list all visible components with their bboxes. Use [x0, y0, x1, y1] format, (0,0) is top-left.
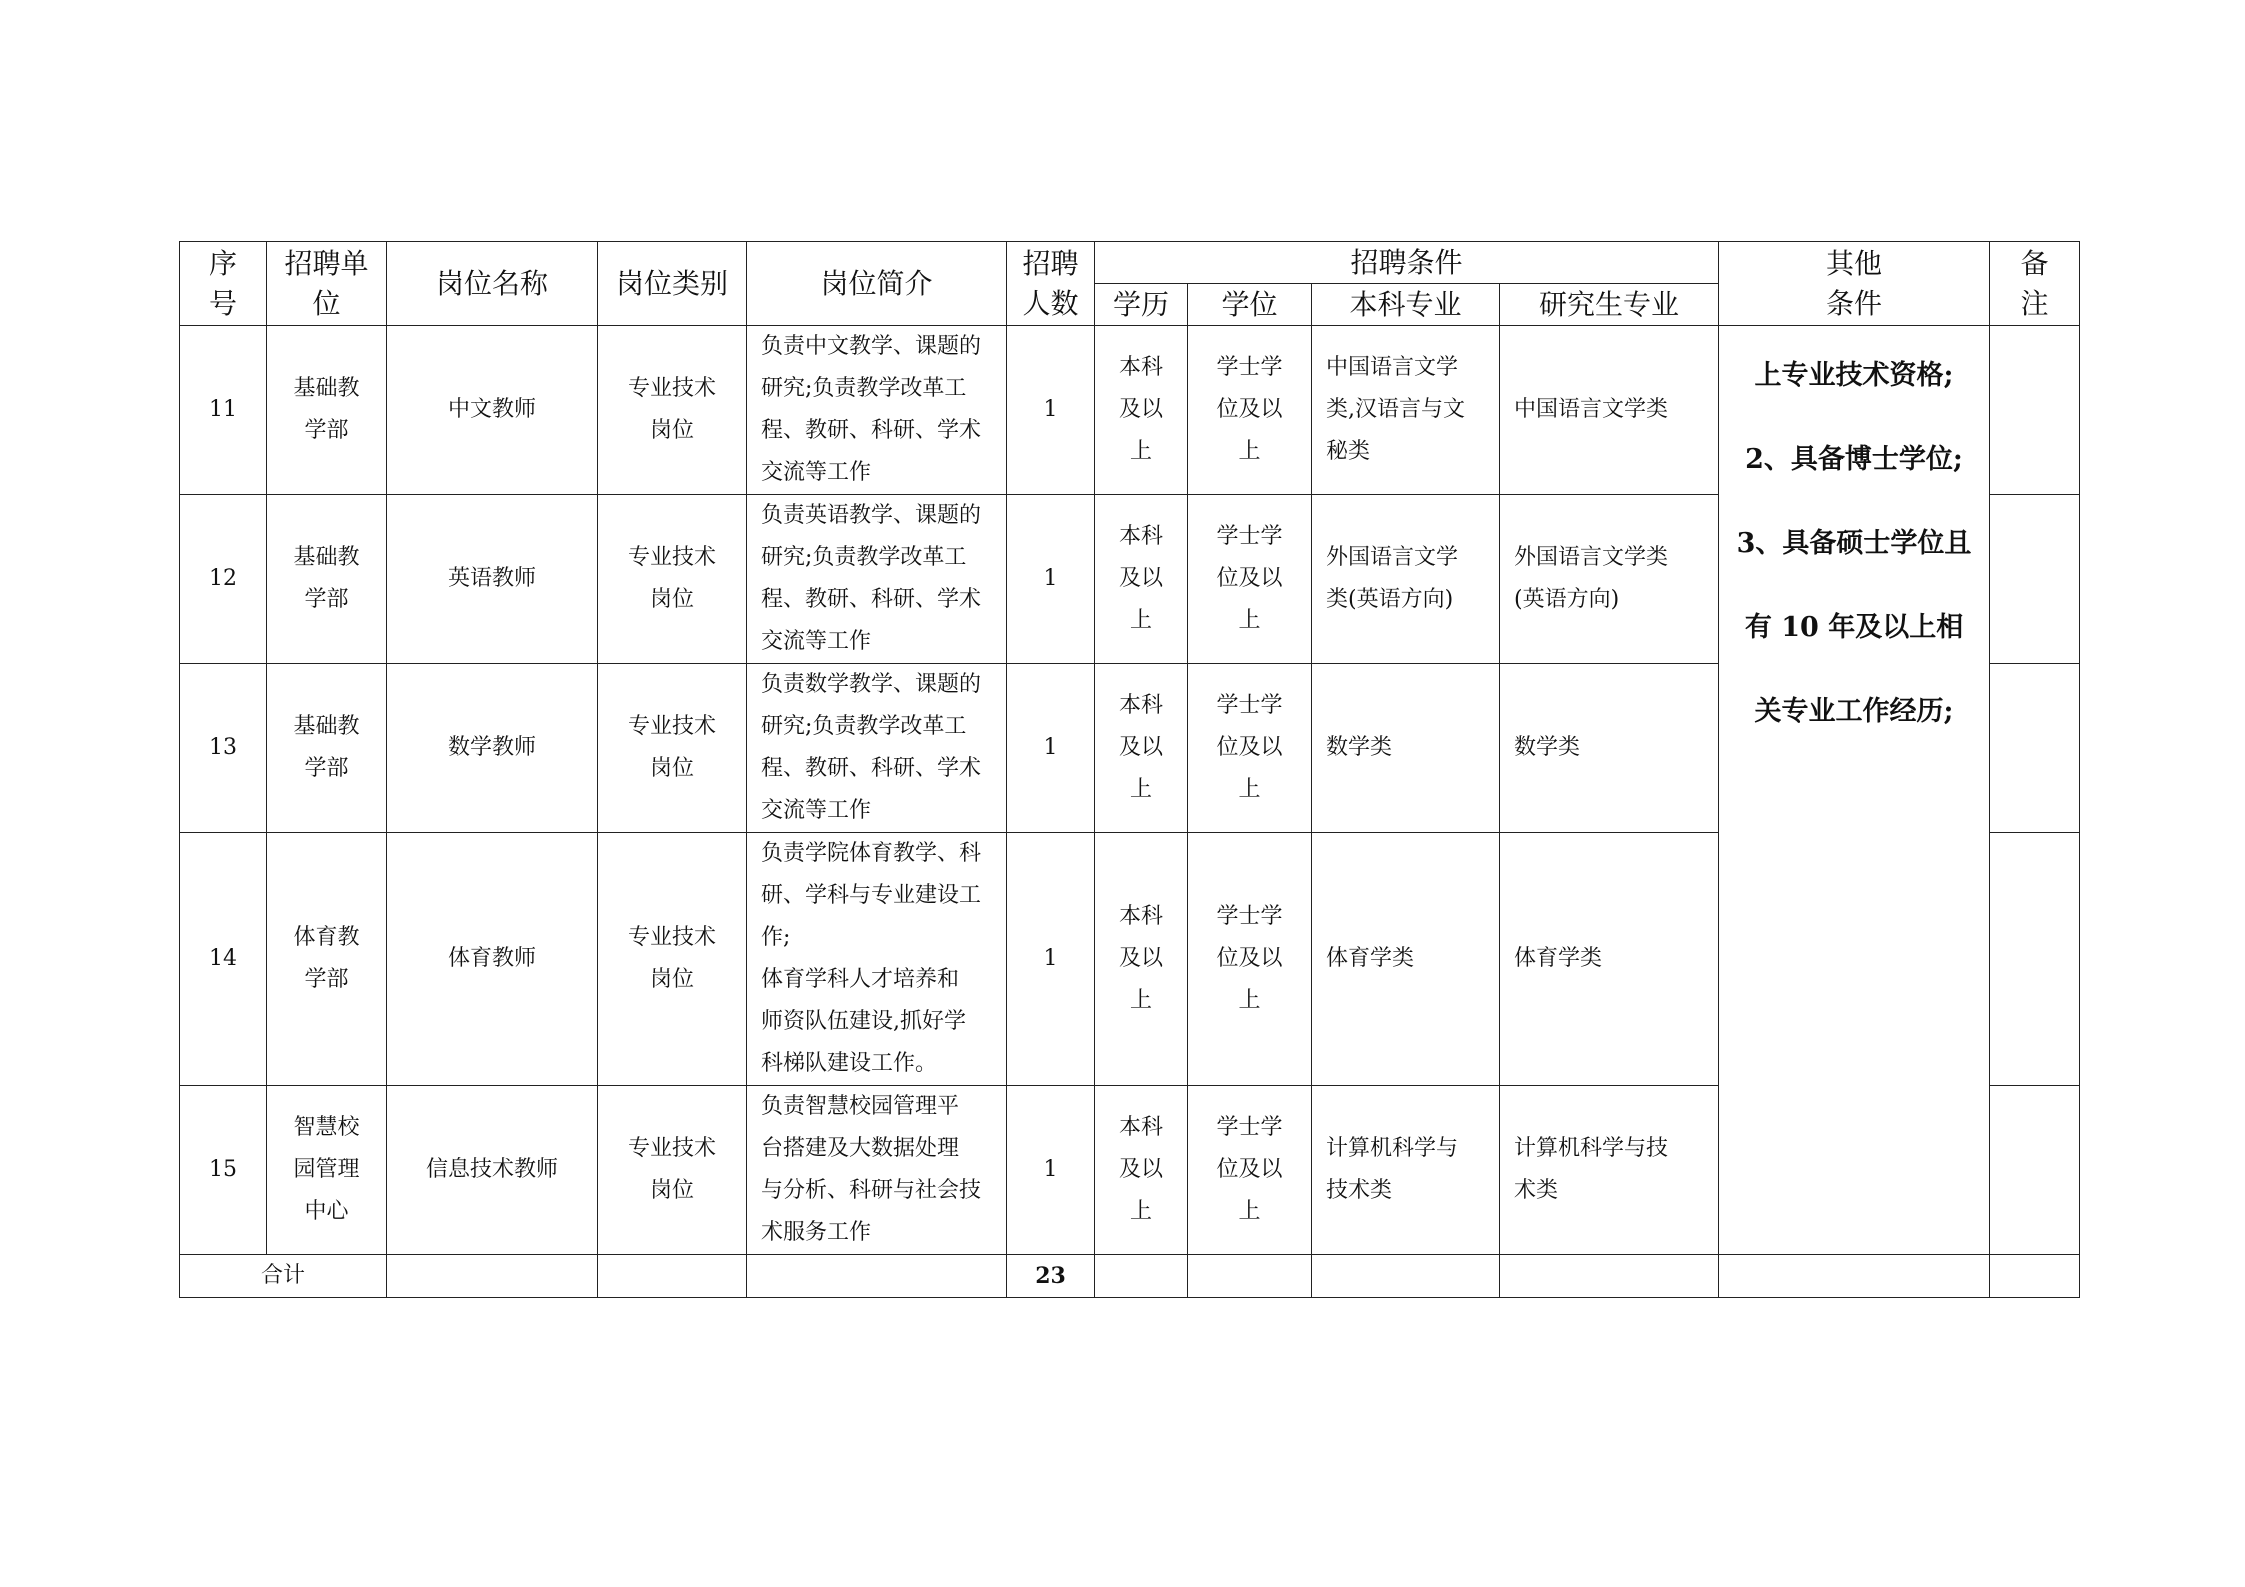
header-grad-major: 研究生专业	[1500, 284, 1719, 326]
cell-intro: 负责数学教学、课题的 研究;负责教学改革工 程、教研、科研、学术 交流等工作	[747, 664, 1007, 833]
cell-undergrad-major: 计算机科学与 技术类	[1312, 1086, 1500, 1255]
total-empty-cell	[1990, 1255, 2080, 1298]
cell-remark	[1990, 326, 2080, 495]
cell-intro: 负责智慧校园管理平 台搭建及大数据处理 与分析、科研与社会技 术服务工作	[747, 1086, 1007, 1255]
cell-education: 本科 及以 上	[1095, 664, 1188, 833]
cell-education: 本科 及以 上	[1095, 326, 1188, 495]
cell-unit: 基础教 学部	[267, 664, 387, 833]
total-empty-cell	[387, 1255, 598, 1298]
cell-education: 本科 及以 上	[1095, 495, 1188, 664]
header-degree: 学位	[1188, 284, 1312, 326]
recruitment-table	[179, 241, 2080, 1298]
cell-undergrad-major: 数学类	[1312, 664, 1500, 833]
cell-intro: 负责中文教学、课题的 研究;负责教学改革工 程、教研、科研、学术 交流等工作	[747, 326, 1007, 495]
cell-undergrad-major: 外国语言文学 类(英语方向)	[1312, 495, 1500, 664]
cell-other-conditions: 上专业技术资格; 2、具备博士学位; 3、具备硕士学位且 有 10 年及以上相 关专业工作经历;	[1719, 326, 1990, 1255]
total-empty-cell	[598, 1255, 747, 1298]
header-undergrad-major: 本科专业	[1312, 284, 1500, 326]
header-education: 学历	[1095, 284, 1188, 326]
cell-post-name: 英语教师	[387, 495, 598, 664]
cell-education: 本科 及以 上	[1095, 833, 1188, 1086]
cell-intro: 负责学院体育教学、科 研、学科与专业建设工 作; 体育学科人才培养和 师资队伍建设,抓好学 科梯队建设工作。	[747, 833, 1007, 1086]
cell-grad-major: 计算机科学与技 术类	[1500, 1086, 1719, 1255]
header-unit: 招聘单 位	[267, 242, 387, 326]
cell-post-type: 专业技术 岗位	[598, 495, 747, 664]
cell-unit: 基础教 学部	[267, 495, 387, 664]
cell-undergrad-major: 体育学类	[1312, 833, 1500, 1086]
cell-education: 本科 及以 上	[1095, 1086, 1188, 1255]
header-post-type: 岗位类别	[598, 242, 747, 326]
cell-grad-major: 数学类	[1500, 664, 1719, 833]
cell-unit: 智慧校 园管理 中心	[267, 1086, 387, 1255]
total-row	[180, 1255, 2080, 1298]
cell-count: 1	[1007, 1086, 1095, 1255]
cell-seq: 15	[180, 1086, 267, 1255]
cell-degree: 学士学 位及以 上	[1188, 495, 1312, 664]
total-empty-cell	[1719, 1255, 1990, 1298]
cell-seq: 12	[180, 495, 267, 664]
cell-post-name: 信息技术教师	[387, 1086, 598, 1255]
header-remark: 备 注	[1990, 242, 2080, 326]
cell-grad-major: 外国语言文学类 (英语方向)	[1500, 495, 1719, 664]
total-empty-cell	[1188, 1255, 1312, 1298]
cell-post-type: 专业技术 岗位	[598, 833, 747, 1086]
cell-grad-major: 中国语言文学类	[1500, 326, 1719, 495]
cell-seq: 13	[180, 664, 267, 833]
cell-remark	[1990, 664, 2080, 833]
total-empty-cell	[747, 1255, 1007, 1298]
cell-degree: 学士学 位及以 上	[1188, 1086, 1312, 1255]
header-conditions: 招聘条件	[1095, 242, 1719, 284]
header-count: 招聘 人数	[1007, 242, 1095, 326]
total-count: 23	[1007, 1255, 1095, 1298]
cell-degree: 学士学 位及以 上	[1188, 664, 1312, 833]
cell-remark	[1990, 833, 2080, 1086]
cell-unit: 体育教 学部	[267, 833, 387, 1086]
total-empty-cell	[1500, 1255, 1719, 1298]
cell-post-type: 专业技术 岗位	[598, 1086, 747, 1255]
table-row	[180, 326, 2080, 495]
total-empty-cell	[1312, 1255, 1500, 1298]
cell-degree: 学士学 位及以 上	[1188, 833, 1312, 1086]
cell-count: 1	[1007, 664, 1095, 833]
cell-degree: 学士学 位及以 上	[1188, 326, 1312, 495]
header-post-name: 岗位名称	[387, 242, 598, 326]
total-empty-cell	[1095, 1255, 1188, 1298]
cell-remark	[1990, 1086, 2080, 1255]
cell-post-type: 专业技术 岗位	[598, 664, 747, 833]
cell-count: 1	[1007, 326, 1095, 495]
total-label: 合计	[180, 1255, 387, 1298]
cell-count: 1	[1007, 495, 1095, 664]
cell-undergrad-major: 中国语言文学 类,汉语言与文 秘类	[1312, 326, 1500, 495]
cell-seq: 11	[180, 326, 267, 495]
cell-unit: 基础教 学部	[267, 326, 387, 495]
header-seq: 序 号	[180, 242, 267, 326]
cell-post-name: 体育教师	[387, 833, 598, 1086]
cell-count: 1	[1007, 833, 1095, 1086]
cell-grad-major: 体育学类	[1500, 833, 1719, 1086]
cell-post-type: 专业技术 岗位	[598, 326, 747, 495]
cell-remark	[1990, 495, 2080, 664]
cell-post-name: 中文教师	[387, 326, 598, 495]
header-post-intro: 岗位简介	[747, 242, 1007, 326]
cell-intro: 负责英语教学、课题的 研究;负责教学改革工 程、教研、科研、学术 交流等工作	[747, 495, 1007, 664]
cell-post-name: 数学教师	[387, 664, 598, 833]
header-other: 其他 条件	[1719, 242, 1990, 326]
cell-seq: 14	[180, 833, 267, 1086]
